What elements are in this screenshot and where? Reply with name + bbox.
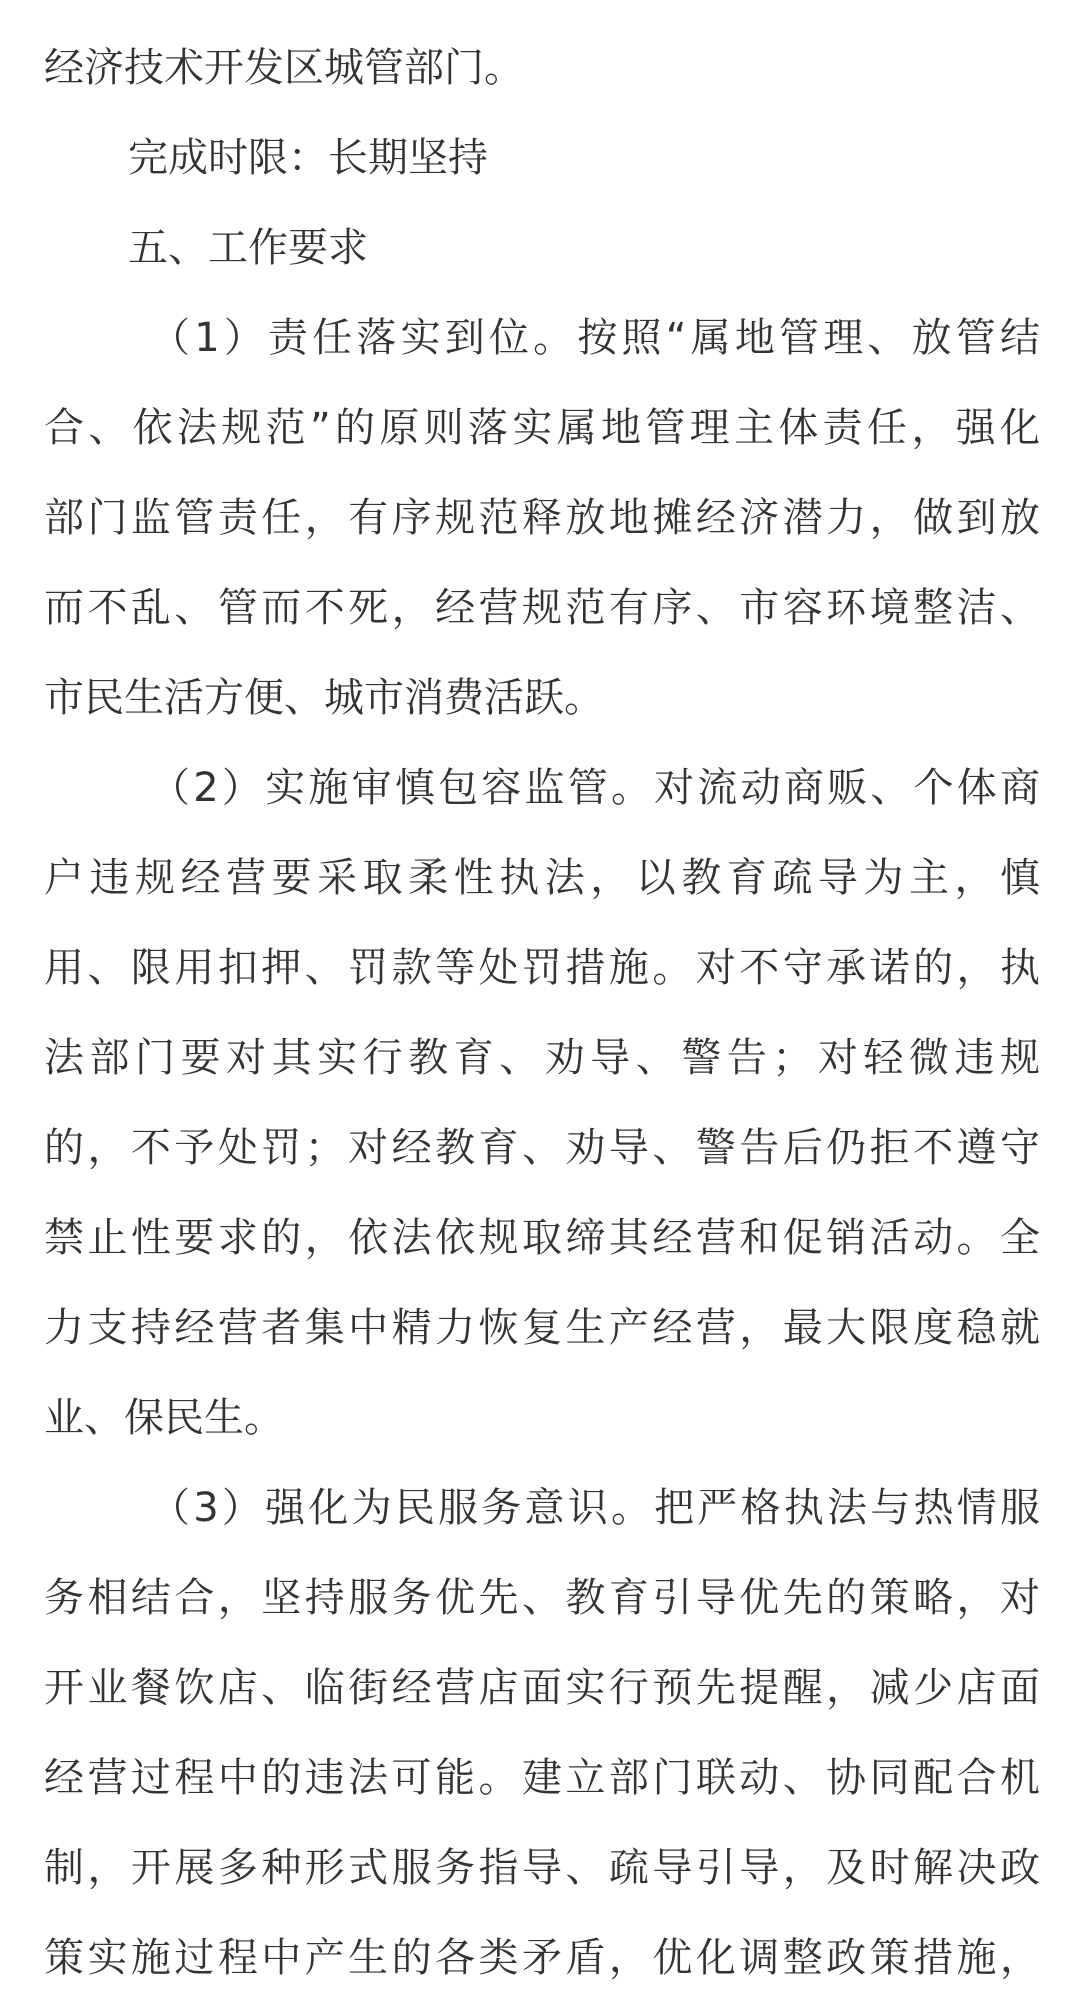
paragraph-1-line-4: 而不乱、管而不死，经营规范有序、市容环境整洁、 — [44, 585, 1040, 631]
paragraph-2-line-5: 的，不予处罚；对经教育、劝导、警告后仍拒不遵守 — [44, 1125, 1040, 1171]
paragraph-2-line-7: 力支持经营者集中精力恢复生产经营，最大限度稳就 — [44, 1305, 1040, 1351]
paragraph-3-line-1: （3）强化为民服务意识。把严格执法与热情服 — [150, 1485, 1040, 1531]
paragraph-2-line-6: 禁止性要求的，依法依规取缔其经营和促销活动。全 — [44, 1215, 1040, 1261]
paragraph-3-line-3: 开业餐饮店、临街经营店面实行预先提醒，减少店面 — [44, 1665, 1040, 1711]
paragraph-1-line-5: 市民生活方便、城市消费活跃。 — [44, 675, 604, 721]
paragraph-3-line-6: 策实施过程中产生的各类矛盾，优化调整政策措施， — [44, 1935, 1040, 1981]
paragraph-line-1: 经济技术开发区城管部门。 — [44, 45, 524, 91]
paragraph-2-line-8: 业、保民生。 — [44, 1395, 284, 1441]
paragraph-2-line-2: 户违规经营要采取柔性执法，以教育疏导为主，慎 — [44, 855, 1040, 901]
paragraph-2-line-1: （2）实施审慎包容监管。对流动商贩、个体商 — [150, 765, 1040, 811]
section-heading-work-requirements: 五、工作要求 — [128, 225, 368, 271]
paragraph-1-line-1: （1）责任落实到位。按照“属地管理、放管结 — [150, 315, 1040, 361]
paragraph-1-line-2: 合、依法规范”的原则落实属地管理主体责任，强化 — [44, 405, 1040, 451]
paragraph-2-line-4: 法部门要对其实行教育、劝导、警告；对轻微违规 — [44, 1035, 1040, 1081]
paragraph-2-line-3: 用、限用扣押、罚款等处罚措施。对不守承诺的，执 — [44, 945, 1040, 991]
paragraph-3-line-2: 务相结合，坚持服务优先、教育引导优先的策略，对 — [44, 1575, 1040, 1621]
deadline-line: 完成时限：长期坚持 — [128, 135, 488, 181]
paragraph-1-line-3: 部门监管责任，有序规范释放地摊经济潜力，做到放 — [44, 495, 1040, 541]
paragraph-3-line-4: 经营过程中的违法可能。建立部门联动、协同配合机 — [44, 1755, 1040, 1801]
paragraph-3-line-5: 制，开展多种形式服务指导、疏导引导，及时解决政 — [44, 1845, 1040, 1891]
